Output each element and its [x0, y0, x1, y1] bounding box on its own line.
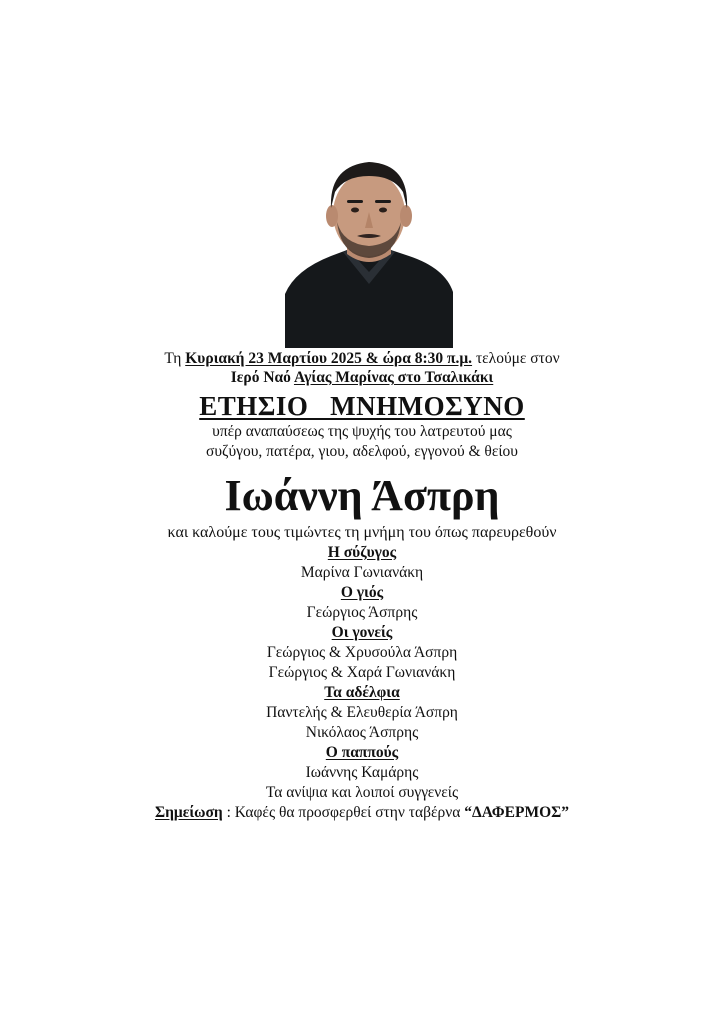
invitation-line: και καλούμε τους τιμώντες τη μνήμη του όπως παρευρεθούν	[167, 524, 557, 541]
sub-line-2: συζύγου, πατέρα, γιου, αδελφού, εγγονού & θείου	[206, 443, 518, 460]
note-line	[0, 803, 724, 823]
grandfather-heading: Ο παππούς	[325, 744, 399, 761]
siblings-heading: Τα αδέλφια	[324, 684, 400, 701]
siblings-name-2: Νικόλαος Άσπρης	[305, 724, 419, 741]
notice-text	[0, 349, 724, 823]
portrait-photo-icon	[285, 152, 453, 348]
son-heading: Ο γιός	[340, 584, 384, 601]
intro-line	[0, 349, 724, 368]
son-name: Γεώργιος Άσπρης	[306, 604, 418, 621]
intro-prefix: Τη	[164, 350, 186, 367]
headline	[0, 390, 724, 422]
sub-line-1: υπέρ αναπαύσεως της ψυχής του λατρευτού μας	[212, 423, 512, 440]
siblings-name-1: Παντελής & Ελευθερία Άσπρη	[266, 704, 458, 721]
deceased-name: Ιωάννη Άσπρη	[224, 471, 500, 520]
portrait-photo	[285, 152, 453, 348]
grandfather-name: Ιωάννης Καμάρης	[305, 764, 419, 781]
church-prefix: Ιερό Ναό	[230, 369, 294, 386]
parents-heading: Οι γονείς	[331, 624, 393, 641]
other-relatives: Τα ανίψια και λοιποί συγγενείς	[265, 784, 459, 801]
church-line	[0, 368, 724, 388]
date-time: Κυριακή 23 Μαρτίου 2025 & ώρα 8:30 π.μ.	[185, 350, 473, 367]
spouse-heading: Η σύζυγος	[327, 544, 397, 561]
note-venue: “ΔΑΦΕΡΜΟΣ”	[464, 804, 570, 821]
parents-name-2: Γεώργιος & Χαρά Γωνιανάκη	[268, 664, 456, 681]
parents-name-1: Γεώργιος & Χρυσούλα Άσπρη	[266, 644, 458, 661]
church-name: Αγίας Μαρίνας στο Τσαλικάκι	[293, 369, 494, 386]
intro-suffix: τελούμε στον	[472, 350, 560, 367]
headline-text: ΕΤΗΣΙΟ ΜΝΗΜΟΣΥΝΟ	[199, 391, 525, 421]
note-text: : Καφές θα προσφερθεί στην ταβέρνα	[222, 804, 465, 821]
note-label: Σημείωση	[154, 804, 223, 821]
spouse-name: Μαρίνα Γωνιανάκη	[300, 564, 424, 581]
